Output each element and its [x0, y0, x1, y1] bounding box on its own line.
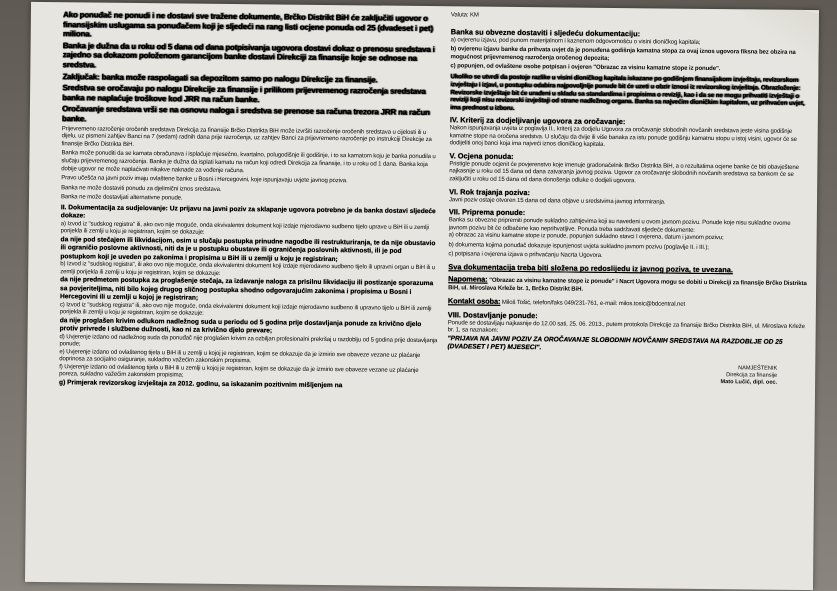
intro-paragraph: Banka je dužna da u roku od 5 dana od dana potpisivanja ugovora dostavi dokaz o prenosu sredstava i zajedno sa dokazom položenom garancijom banke dostavi Direkciji za finansije koje se odnose na sredstva. [62, 41, 435, 70]
intro-paragraph: Sredstva se oročavaju po nalogu Direkcije za finansije i prilikom prijevremenog razročenja sredstava banka ne naplaćuje troškove kod JRR na račun banke. [62, 83, 426, 105]
signature-block [447, 362, 807, 387]
contact-block [448, 297, 808, 311]
section-ii-d-text: d) Uvjerenje izdano od nadležnog suda da ponuđač nije proglašen krivim za ozbiljan profesionalni prekršaj u razdoblju od 5 godina prije dostavljanja ponude; [59, 333, 438, 348]
contact-text: Miloš Tošić, telefon/faks 049/231-761, e-mail: milos.tosic@bdcentral.net [501, 300, 686, 309]
section-ii-b-emphasis: da nije predmetom postupka za proglašenje stečaja, za izdavanje naloga za prisilnu likvidaciju ili postizanje sporazuma sa povjeriteljima, niti bilo kojeg drugog sličnog postupka shodno odgovarajućim zakonima i propisima u Bosni i Hercegovini ili u zemlji u kojoj je registriran; [59, 276, 434, 302]
section-vii-title: VII. Priprema ponude: [448, 207, 526, 218]
section-ii-title: II. Dokumentacija za sudjelovanje: Uz prijavu na javni poziv za sklapanje ugovora potrebno je da banka dostavi sljedeće dokaze: [60, 204, 436, 220]
documents-title: Banka su obvezne dostaviti i sljedeću dokumentaciju: [450, 26, 641, 38]
signature-line: Direkcija za finansije [726, 372, 778, 379]
documents-list [450, 37, 810, 75]
section-v-text: Pristigle ponude ocjenit će povjerenstvo koje imenuje gradonačelnik Brčko Distrikta BiH, a o rezultatima ocjene banke će biti obavještene najkasnije u roku od 15 dana od dana zatvaranja javnog poziva. Ugovor za oročavanje slobodnih novčanih sredstava sa bankom će se zaključiti u roku od 15 dana od dana donošenja odluke o dodjeli ugovora. [449, 161, 799, 185]
documents-note: Ukoliko se utvrdi da postoje razlike u visini dioničkog kapitala iskazane po godišnjem finansijskom izvještaju, revizorskom izvještaju i izjavi, u postupku odabira najpovoljnije ponude bit će uzeti u obzir iznosi iz revizorskog izvještaja. Obrazloženje: Revizorske izvještaje bit će urađeni u skladu sa standardima i propisima o reviziji, kao i da se ne mogu prihvatiti izvještaji o reviziji koji nisu revizorski izvještaji od strane nadležnog organa. Banka sa najvećim dioničkim kapitalom, uz prihvaćen uvjet, ima prednost u izboru. [449, 73, 805, 113]
conditions-block [61, 126, 440, 206]
section-v-title: V. Ocjena ponuda: [449, 151, 514, 161]
section-vii-item: a) obrazac za visinu kamatne stope iz ponude, popunjen sukladno stavci I ovjerena, datum i javnom pozivu; [448, 232, 724, 242]
section-iv-title: IV. Kriterij za dodjeljivanje ugovora za oročavanje: [449, 115, 626, 127]
section-viii-text: Ponude se dostavljaju najkasnije do 12.00 sati, 25. 06. 2013., putem protokola Direkcije za finansije Brčko Distrikta BiH, ul. Miroslava Krleže br. 1, sa naznakom: [447, 320, 805, 335]
section-ii-c-text: c) Izvod iz "sudskog registra" ili, ako ovo nije moguće, onda ekvivalentni dokument koji izdaje mjerodavno sudbeno ili upravno tijelo u BiH ili zemlji porijekla ili zemlji u koju je registriran, kojim se dokazuje: [59, 301, 432, 317]
conditions-paragraph: Prijevremeno razročenje oročenih sredstava Direkcija za finansije Brčko Distrikta BiH može izvršiti razročenje oročenih sredstava u cijelosti ili u dijelu, uz pismeni zahtjev Banci na 7 (sedam) radnih dana prije razročenja, uz zahtjev Banci za prijevremeno razročenje po instrukciji Direkcije za finansije Brčko Distrikta BiH. [61, 125, 432, 148]
section-vi-text: Javni poziv ostaje otvoren 15 dana od dana objave u sredstvima javnog informiranja. [448, 196, 666, 206]
signature-name: Mato Lučić, dipl. oec. [720, 378, 778, 386]
intro-paragraph: Ako ponuđač ne ponudi i ne dostavi sve tražene dokumente, Brčko Distrikt BiH će zaključiti ugovor o finansijskim uslugama sa ponuđačem koji je sljedeći na rang listi ocjene ponuda od 25 (dvadeset i pet) miliona. [62, 10, 433, 39]
section-ii-b-text: b) Izvod iz "sudskog registra", ili ako ovo nije moguće, onda ekvivalentni dokument koji izdaje mjerodavno sudbeno tijelo ili upravni organ u BiH ili u zemlji porijekla ili zemlji u koju je registriran, kojim se dokazuje: [60, 261, 436, 277]
documents-item: c) popunjen, od ovlaštene osobe potpisan i ovjeren "Obrazac za visinu kamatne stope iz ponude". [450, 63, 721, 73]
section-viii-title: VIII. Dostavljanje ponude: [447, 310, 538, 321]
napomena-title: Napomena: [448, 274, 488, 284]
right-column [445, 6, 811, 590]
conditions-paragraph: Banka ne može dostavljati alternativne ponude. [60, 194, 183, 202]
section-viii-quote: "PRIJAVA NA JAVNI POZIV ZA OROČAVANJE SLOBODNIH NOVČANIH SREDSTAVA NA RAZDOBLJE OD 25 (DVADESET I PET) MJESECI". [447, 335, 783, 352]
intro-paragraph: Zaključak: banka može raspolagati sa depozitom samo po nalogu Direkcije za finansije. [62, 71, 378, 85]
intro-paragraph: Oročavanje sredstava vrši se na osnovu naloga i sredstva se prenose sa računa trezora JRR na račun banke. [61, 104, 430, 124]
napomena-text: "Obrazac za visinu kamatne stope iz ponude" i Nacrt Ugovora mogu se dobiti u Direkciji za finansije Brčko Distrikta BiH, ul. Miroslava Krleže br. 1, Brčko Distrikt BiH. [448, 277, 807, 293]
section-iv-text: Nakon ispunjavanja uvjeta iz poglavlja II., kriterij za dodjelu Ugovora za oročavanje slobodnih novčanih sredstava jeste visina godišnje kamatne stope na oročena sredstva. U slučaju da dvije ili više banaka za istu ponude godišnju kamatnu stopu u istoj visini, ugovor će se dodijeliti onoj banci koja ima najveći iznos dioničkog kapitala. [449, 125, 797, 149]
section-ii-g-text: g) Primjerak revizorskog izvještaja za 2012. godinu, sa iskazanim pozitivnim mišljenjem na [59, 379, 343, 390]
section-ii-c-emphasis: da nije proglašen krivim odlukom nadležnog suda u periodu od 5 godina prije dostavljanja ponude za krivično djelo protiv privrede i službene dužnosti, kao ni za krivično djelo prevare; [59, 316, 422, 335]
document-page [25, 2, 819, 590]
section-vii-item: b) dokumenta kojima ponuđač dokazuje ispunjenost uvjeta sukladno javnom pozivu (poglavlje II. i III.); [448, 242, 709, 251]
napomena-block [448, 274, 808, 296]
conditions-paragraph: Banka ne može dostaviti ponudu za djelimični iznos sredstava. [61, 184, 222, 193]
conditions-paragraph: Pravo učešća na javni poziv imaju ovlaštene banke u Bosni i Hercegovini, koje ispunjavaju uvjete javnog poziva. [61, 175, 348, 185]
intro-block [62, 10, 441, 127]
section-vii-item: c) potpisana i ovjerena izjava o prihvaćanju Nacrta Ugovora. [448, 251, 603, 260]
section-ii-e-text: e) Uvjerenje izdano od ovlaštenog tijela u BiH ili u zemlji u kojoj je registriran, kojim se dokazuje da je izmirio sve obaveze vezane uz plaćanje doprinosa za socijalno osiguranje, sukladno važećim zakonskim propisima. [59, 348, 421, 365]
section-ii-a-text: a) Izvod iz "sudskog registra" ili, ako ovo nije moguće, onda ekvivalentni dokument koji izdaje mjerodavno sudbeno tijelo uprave u BiH ili u zemlji porijekla ili zemlji u koju je registriran, kojim se dokazuje: [60, 220, 429, 237]
documents-item: b) ovjerenu izjavu banke da prihvata uvjet da je ponuđena godišnja kamatna stopa za ovaj iznos ugovora fiksna bez obzira na mogućnost prijevremenog razročenja oročenog depozita; [450, 46, 796, 62]
section-vii-list [448, 233, 808, 264]
documentation-order-note: Sva dokumentacija treba biti složena po redoslijedu iz javnog poziva, te uvezana. [448, 262, 733, 275]
section-ii-f-text: f) Uvjerenje izdano od ovlaštenog tijela u BiH ili u zemlji u kojoj je registriran, kojim se dokazuje da je izmirio sve obaveze vezane uz plaćanje poreza, sukladno važećim zakonskim propisima; [59, 364, 419, 379]
signature-line: NAMJEŠTENIK [738, 365, 778, 372]
currency-line: Valuta: KM [450, 12, 479, 19]
left-column [57, 2, 441, 586]
section-ii-a-emphasis: da nije pod stečajem ili likvidacijom, osim u slučaju postupka prinudne nagodbe ili restrukturiranja, te da nije obustavio ili ograničio poslovne aktivnosti, niti da je u postupku obustave ili ograničenja poslovnih aktivnosti, ili je pod postupkom koji je uveden po zakonima i propisima u BiH ili u zemlji u koju je registriran; [60, 236, 436, 263]
documents-item: a) ovjerenu izjavu, pod punom materijalnom i kaznenom odgovornošću o visini dioničkog kapitala; [450, 36, 701, 46]
section-vii-text: Banka su obvezne pripremiti ponude sukladno zahtjevima koji su navedeni u ovom javnom pozivu. Ponude koje nisu sukladne ovome javnom pozivu bit će odbačene kao neprihvatljive. Ponuda treba sadržavati sljedeće dokumente: [448, 217, 791, 234]
section-vi-title: VI. Rok trajanja poziva: [449, 186, 531, 197]
contact-title: Kontakt osoba: [447, 296, 501, 307]
conditions-paragraph: Banka može ponuditi da se kamata obračunava i isplaćuje mjesečno, kvartalno, polugodišnje ili godišnje, i to sa kamatom koju je banka ponudila u slučaju prijevremenog razročenja. Banka je dužna da isplati kamatu na račun koji odredi Direkcija za finansije, i to u roku od 1 dana. Banka koja dobije ugovor ne može naplaćivati nikakve naknade za vođenje računa. [61, 150, 436, 174]
